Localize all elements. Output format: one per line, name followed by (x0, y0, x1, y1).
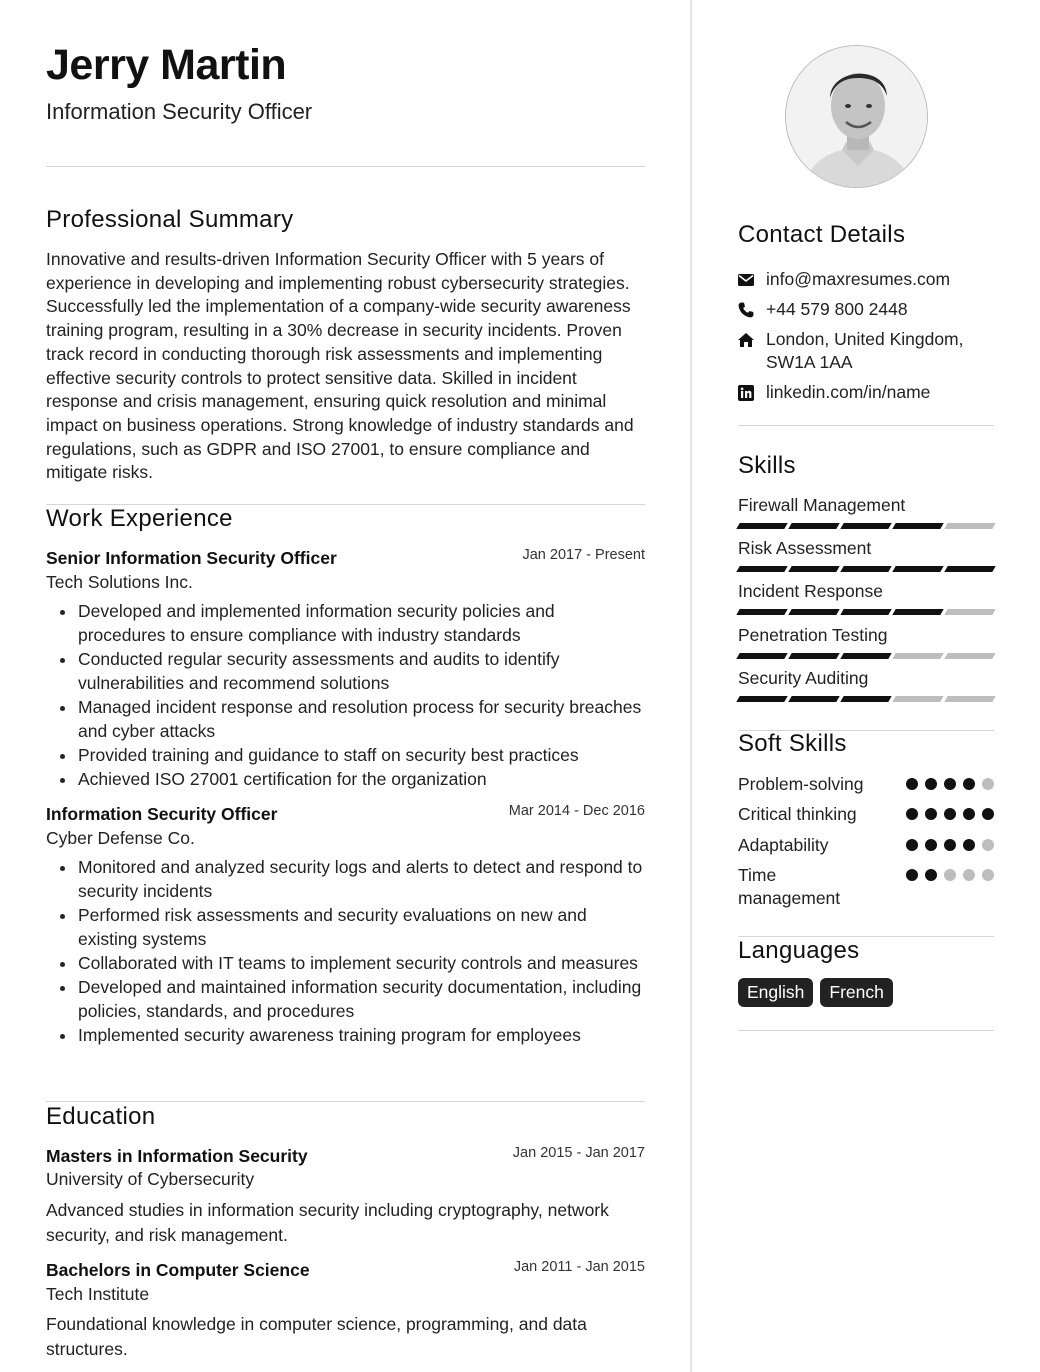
job-title: Information Security Officer (46, 804, 278, 824)
column-divider (690, 0, 692, 1372)
skill-level-segment (840, 696, 891, 702)
rating-dot (944, 808, 956, 820)
rating-dot (906, 808, 918, 820)
skill-level-segment (840, 609, 891, 615)
soft-skill-name: Critical thinking (738, 804, 857, 824)
skill-level-segment (788, 696, 839, 702)
skill-level-segment (736, 653, 787, 659)
rating-dot (982, 839, 994, 851)
skill-level-bar (738, 523, 994, 529)
skill-name: Security Auditing (738, 668, 869, 688)
degree-date: Jan 2011 - Jan 2015 (513, 1259, 645, 1275)
list-item: Monitored and analyzed security logs and alerts to detect and respond to security incidents (46, 856, 645, 903)
skill-level-segment (892, 609, 943, 615)
soft-skill-rating (906, 778, 996, 790)
job-bullets (46, 600, 645, 792)
soft-skills-heading: Soft Skills (738, 730, 847, 757)
linkedin-icon (738, 385, 754, 401)
languages-list (738, 978, 893, 1007)
skill-level-segment (736, 566, 787, 572)
school-name: University of Cybersecurity (46, 1169, 255, 1189)
contact-heading: Contact Details (738, 221, 906, 248)
list-item: Provided training and guidance to staff on security best practices (46, 744, 645, 768)
skill-name: Incident Response (738, 581, 883, 601)
rating-dot (944, 839, 956, 851)
degree-title: Bachelors in Computer Science (46, 1260, 310, 1280)
soft-skill-name: Adaptability (738, 835, 829, 855)
job-date: Mar 2014 - Dec 2016 (508, 803, 645, 819)
job-company: Cyber Defense Co. (46, 828, 195, 848)
soft-skill-rating (906, 808, 996, 820)
skill-level-segment (840, 653, 891, 659)
job-company: Tech Solutions Inc. (46, 572, 193, 592)
skill-level-segment (736, 523, 787, 529)
job-title: Senior Information Security Officer (46, 548, 337, 568)
languages-divider (738, 1030, 994, 1031)
rating-dot (963, 839, 975, 851)
contact-email (738, 268, 994, 291)
skill-level-bar (738, 696, 994, 702)
language-badge: English (738, 978, 813, 1007)
skill-level-segment (944, 523, 995, 529)
education-heading: Education (46, 1103, 156, 1130)
language-badge: French (820, 978, 892, 1007)
job-date: Jan 2017 - Present (522, 547, 645, 563)
skill-level-bar (738, 566, 994, 572)
contact-divider (738, 425, 994, 426)
degree-date: Jan 2015 - Jan 2017 (512, 1145, 645, 1161)
rating-dot (963, 778, 975, 790)
summary-text: Innovative and results-driven Information Security Officer with 5 years of experience in developing and implementing robust cybersecurity strategies. Successfully led the implementation of a company-wide security awareness training program, resulting in a 30% decrease in security incidents. Proven track record in conducting thorough risk assessments and implementing effective security controls to protect sensitive data. Skilled in incident response and crisis management, ensuring quick resolution and minimal impact on business operations. Strong knowledge of industry standards and regulations, such as GDPR and ISO 27001, to ensure compliance and mitigate risks. (46, 249, 634, 483)
skills-heading: Skills (738, 452, 796, 479)
address-text: London, United Kingdom, SW1A 1AA (766, 329, 964, 372)
rating-dot (944, 778, 956, 790)
skill-level-segment (944, 566, 995, 572)
degree-description: Foundational knowledge in computer science, programming, and data structures. (46, 1314, 587, 1359)
rating-dot (963, 869, 975, 881)
skill-level-segment (736, 696, 787, 702)
rating-dot (925, 869, 937, 881)
skill-level-bar (738, 609, 994, 615)
skill-level-segment (788, 566, 839, 572)
linkedin-text[interactable]: linkedin.com/in/name (766, 382, 931, 402)
degree-description: Advanced studies in information security including cryptography, network security, and risk management. (46, 1200, 609, 1245)
skill-level-segment (892, 696, 943, 702)
list-item: Conducted regular security assessments and audits to identify vulnerabilities and recommend solutions (46, 648, 645, 695)
skill-level-segment (892, 566, 943, 572)
skill-level-segment (840, 566, 891, 572)
home-icon (738, 332, 754, 348)
experience-heading: Work Experience (46, 505, 233, 532)
rating-dot (906, 778, 918, 790)
rating-dot (944, 869, 956, 881)
phone-icon (738, 302, 754, 318)
list-item: Developed and implemented information security policies and procedures to ensure compliance with industry standards (46, 600, 645, 647)
summary-heading: Professional Summary (46, 206, 294, 233)
languages-heading: Languages (738, 937, 860, 964)
rating-dot (963, 808, 975, 820)
list-item: Implemented security awareness training program for employees (46, 1024, 645, 1048)
soft-skill-rating (906, 869, 996, 881)
envelope-icon (738, 272, 754, 288)
skill-name: Firewall Management (738, 495, 906, 515)
skill-name: Risk Assessment (738, 538, 872, 558)
skill-level-segment (944, 609, 995, 615)
candidate-title: Information Security Officer (46, 99, 313, 124)
rating-dot (925, 808, 937, 820)
skill-level-segment (892, 523, 943, 529)
skill-level-segment (736, 609, 787, 615)
rating-dot (982, 869, 994, 881)
list-item: Performed risk assessments and security evaluations on new and existing systems (46, 904, 645, 951)
header-divider (46, 166, 645, 167)
contact-linkedin (738, 381, 994, 404)
experience-divider (46, 1101, 645, 1102)
phone-text[interactable]: +44 579 800 2448 (766, 299, 908, 319)
soft-skill-name: Problem-solving (738, 774, 864, 794)
job-bullets (46, 856, 645, 1048)
list-item: Achieved ISO 27001 certification for the organization (46, 768, 645, 792)
skill-level-bar (738, 653, 994, 659)
rating-dot (925, 778, 937, 790)
list-item: Developed and maintained information security documentation, including policies, standards, and procedures (46, 976, 645, 1023)
rating-dot (906, 839, 918, 851)
list-item: Collaborated with IT teams to implement security controls and measures (46, 952, 645, 976)
contact-phone (738, 298, 994, 321)
skill-level-segment (892, 653, 943, 659)
email-text[interactable]: info@maxresumes.com (766, 269, 951, 289)
skill-level-segment (788, 653, 839, 659)
profile-photo (785, 45, 928, 188)
skill-level-segment (944, 696, 995, 702)
list-item: Managed incident response and resolution process for security breaches and cyber attacks (46, 696, 645, 743)
soft-skill-rating (906, 839, 996, 851)
rating-dot (906, 869, 918, 881)
skill-level-segment (944, 653, 995, 659)
skill-level-segment (840, 523, 891, 529)
contact-address (738, 328, 994, 374)
skill-level-segment (788, 609, 839, 615)
rating-dot (982, 808, 994, 820)
degree-title: Masters in Information Security (46, 1146, 308, 1166)
soft-skill-name: Time management (738, 865, 841, 908)
skill-name: Penetration Testing (738, 625, 888, 645)
skill-level-segment (788, 523, 839, 529)
person-portrait-icon (786, 46, 928, 188)
rating-dot (982, 778, 994, 790)
school-name: Tech Institute (46, 1284, 150, 1304)
candidate-name: Jerry Martin (46, 41, 287, 89)
rating-dot (925, 839, 937, 851)
